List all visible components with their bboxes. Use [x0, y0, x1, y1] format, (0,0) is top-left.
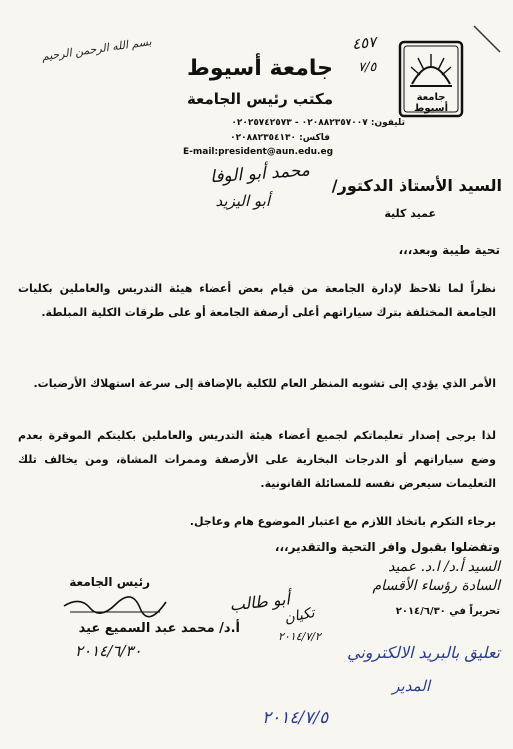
signature-mark — [60, 592, 170, 622]
phone-value: ٠٢٠٨٨٢٣٥٧٠٠٧ - ٠٢٠٢٥٧٤٢٥٧٣ — [231, 118, 368, 128]
handwritten-side-date: ٢٠١٤/٧/٢ — [278, 630, 321, 643]
handwritten-ref-date: ٧/٥ — [358, 60, 377, 75]
email-line: E-mail:president@aun.edu.eg — [183, 147, 334, 157]
handwritten-addressee: محمد أبو الوفا — [209, 160, 311, 188]
university-logo — [398, 40, 464, 118]
blue-note-line-2: المدير — [392, 677, 430, 695]
salutation: السيد الأستاذ الدكتور/ — [331, 176, 502, 195]
university-name: جامعة أسيوط — [187, 56, 333, 81]
handwritten-signature-date: ٢٠١٤/٦/٣٠ — [75, 642, 142, 660]
handwritten-cc-1: السيد أ.د/ ا.د. عميد — [388, 559, 500, 575]
paragraph-1: نظراً لما تلاحظ لإدارة الجامعة من قيام بعض أعضاء هيئة التدريس والعاملين بكليات الجامعة المختلفة بترك سياراتهم أعلى أرصفة الجامعة أو على طرقات الكلية المبلطة. — [18, 282, 496, 319]
handwritten-side-signature: تكيان — [282, 604, 317, 627]
signer-name: أ.د/ محمد عبد السميع عيد — [78, 621, 240, 636]
blue-note-line-1: تعليق بالبريد الالكتروني — [347, 643, 500, 662]
paragraph-3: لذا يرجى إصدار تعليماتكم لجميع أعضاء هيئة التدريس والعاملين بكليتكم الموقرة بعدم وضع سياراتهم أو الدرجات البخارية على الأرصفة وممرات المشاة، ومن يخالف تلك التعليمات سيعرض نفسه للمسائلة القانونية. — [18, 429, 496, 490]
written-date — [330, 606, 500, 617]
paragraph-2: الأمر الذي يؤدي إلى تشويه المنظر العام للكلية بالإضافة إلى سرعة استهلاك الأرضيات. — [33, 377, 496, 390]
pen-stroke — [470, 22, 510, 62]
written-label: تحريراً في — [449, 606, 500, 617]
phone-line — [170, 118, 405, 128]
fax-label: فاكس: — [299, 133, 330, 143]
handwritten-cc-name: أبو طالب — [228, 589, 291, 615]
office-title: مكتب رئيس الجامعة — [186, 90, 334, 108]
handwritten-addressee-sub: أبو اليزيد — [215, 192, 270, 210]
paragraph-4: برجاء التكرم باتخاذ اللازم مع اعتبار الموضوع هام وعاجل. — [189, 515, 496, 528]
handwritten-cc-2: السادة رؤساء الأقسام — [372, 578, 500, 594]
basmala: بسم الله الرحمن الرحيم — [40, 35, 153, 64]
logo-text: جامعة أسيوط — [414, 92, 448, 114]
closing: وتفضلوا بقبول وافر التحية والتقدير،،، — [274, 540, 500, 554]
fax-value: ٠٢٠٨٨٢٣٥٤١٣٠ — [230, 133, 297, 143]
signer-title: رئيس الجامعة — [69, 575, 150, 589]
greeting: تحية طيبة وبعد،،، — [398, 243, 500, 257]
blue-note-date: ٢٠١٤/٧/٥ — [262, 708, 329, 728]
fax-line — [190, 133, 330, 143]
phone-label: تليفون: — [370, 118, 405, 128]
handwritten-ref-number: ٤٥٧ — [351, 32, 378, 54]
written-value: ٢٠١٤/٦/٣٠ — [395, 606, 446, 617]
dean-line: عميد كلية — [384, 207, 436, 220]
